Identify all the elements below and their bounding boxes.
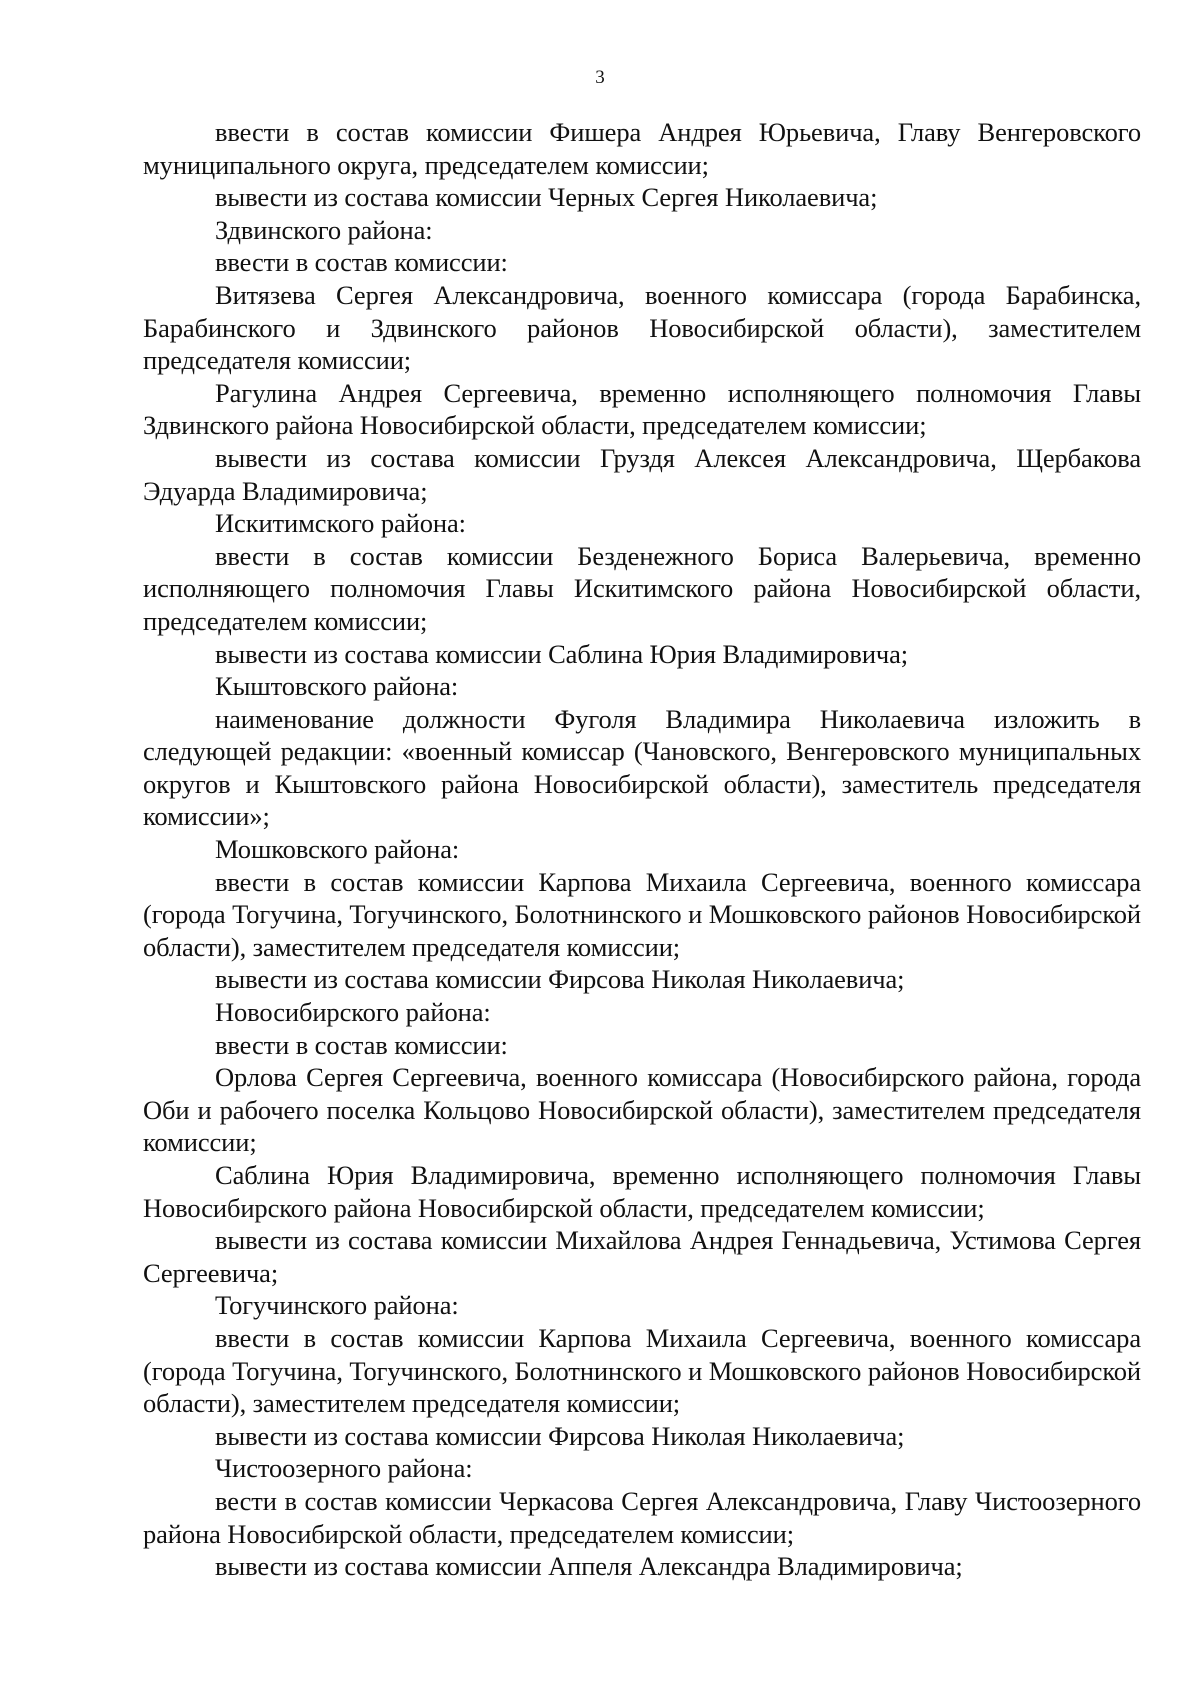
paragraph: вывести из состава комиссии Фирсова Николая Николаевича; [215, 964, 905, 995]
paragraph: вывести из состава комиссии Михайлова Андрея Геннадьевича, Устимова Сергея Сергеевича; [143, 1225, 1141, 1288]
paragraph: Витязева Сергея Александровича, военного комиссара (города Барабинска, Барабинского и Здвинского районов Новосибирской области), заместителем председателя комиссии; [143, 279, 1141, 376]
section-heading: Здвинского района: [215, 214, 433, 245]
paragraph: ввести в состав комиссии Безденежного Бориса Валерьевича, временно исполняющего полномочия Главы Искитимского района Новосибирской области, председателем комиссии; [143, 540, 1141, 636]
section-heading: Тогучинского района: [215, 1290, 459, 1321]
paragraph: ввести в состав комиссии Карпова Михаила Сергеевича, военного комиссара (города Тогучина, Тогучинского, Болотнинского и Мошковского районов Новосибирской области), заместителем председателя комиссии; [143, 866, 1141, 962]
section-heading: Чистоозерного района: [215, 1453, 473, 1484]
paragraph: вывести из состава комиссии Черных Сергея Николаевича; [215, 182, 878, 213]
paragraph: Орлова Сергея Сергеевича, военного комиссара (Новосибирского района, города Оби и рабочего поселка Кольцово Новосибирской области), заместителем председателя комиссии; [143, 1062, 1141, 1158]
paragraph: Рагулина Андрея Сергеевича, временно исполняющего полномочия Главы Здвинского района Новосибирской области, председателем комиссии; [143, 377, 1141, 441]
paragraph: ввести в состав комиссии Карпова Михаила Сергеевича, военного комиссара (города Тогучина, Тогучинского, Болотнинского и Мошковского районов Новосибирской области), заместителем председателя комиссии; [143, 1322, 1141, 1419]
paragraph: наименование должности Фуголя Владимира Николаевича изложить в следующей редакции: «военный комиссар (Чановского, Венгеровского муниципальных округов и Кыштовского района Новосибирской области), заместитель председателя комиссии»; [143, 703, 1141, 832]
section-heading: Новосибирского района: [215, 997, 491, 1028]
paragraph: Саблина Юрия Владимировича, временно исполняющего полномочия Главы Новосибирского района Новосибирской области, председателем комиссии; [143, 1160, 1141, 1223]
paragraph: вывести из состава комиссии Саблина Юрия Владимировича; [215, 638, 909, 669]
paragraph: ввести в состав комиссии: [215, 247, 508, 278]
section-heading: Искитимского района: [215, 508, 466, 539]
document-body [143, 116, 1141, 1583]
paragraph: вывести из состава комиссии Аппеля Александра Владимировича; [215, 1551, 963, 1582]
paragraph: ввести в состав комиссии Фишера Андрея Юрьевича, Главу Венгеровского муниципального округа, председателем комиссии; [143, 117, 1141, 180]
section-heading: Мошковского района: [215, 834, 460, 865]
paragraph: ввести в состав комиссии: [215, 1029, 508, 1060]
page-number: 3 [595, 67, 605, 88]
paragraph: вывести из состава комиссии Фирсова Николая Николаевича; [215, 1420, 905, 1451]
section-heading: Кыштовского района: [215, 671, 459, 702]
paragraph: вывести из состава комиссии Груздя Алексея Александровича, Щербакова Эдуарда Владимировича; [143, 442, 1141, 506]
paragraph: вести в состав комиссии Черкасова Сергея Александровича, Главу Чистоозерного района Новосибирской области, председателем комиссии; [143, 1485, 1141, 1549]
